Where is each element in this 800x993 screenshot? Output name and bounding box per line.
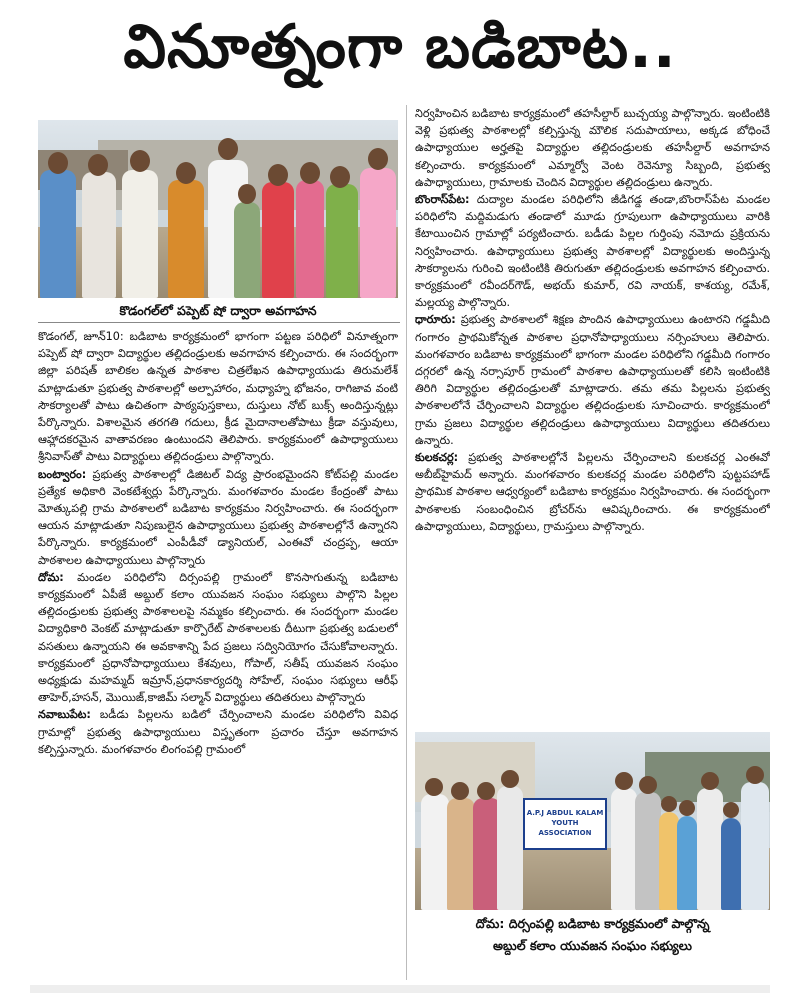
photo-puppet-show (38, 120, 398, 298)
article-doma: మండల పరిధిలోని దిర్సంపల్లి గ్రామంలో కొనసాగుతున్న బడిబాట కార్యక్రమంలో ఏపీజే అబ్దుల్ కలాం యువజన సంఘం సభ్యులు పాల్గొని పిల్లల తల్లిదండ్రులకు ప్రభుత్వ పాఠశాలలపై నమ్మకం కల్పించారు. ఈ సందర్భంగా మండల విద్యాధికారి వెంకట్ మాట్లాడుతూ కార్పొరేట్ పాఠశాలలకు దీటుగా ప్రభుత్వ బడులలో వసతులు ఉన్నాయని ఈ అవకాశాన్ని పేద ప్రజలు సద్వినియోగం చేసుకోవాలన్నారు. కార్యక్రమంలో ప్రధానోపాధ్యాయులు కేశవులు, గోపాల్, సతీష్ యువజన సంఘం అధ్యక్షుడు మహమ్మద్ ఇమ్రాన్,ప్రధానకార్యదర్శి సోహేల్, సంఘం సభ్యులు ఆరీఫ్ తాహెర్,హసన్, మొయిజ్,కాజిమ్ సల్మాన్ విద్యార్థులు తదితరులు పాల్గొన్నారు (38, 570, 398, 705)
dateline-nawabpet: నవాబుపేట: (38, 708, 91, 722)
dateline-bantwaram: బంట్వారం: (38, 467, 87, 481)
article-bomraspet: దుద్యాల మండల పరిధిలోని జీడిగడ్డ తండా,బొంరాస్‌పేట మండల పరిధిలోని మద్దిమడుగు తండాలో మూడు గ్రూపులుగా ఉపాధ్యాయులు వారికి కేటాయించిన గ్రామాల్లో పర్యటించారు. బడీడు పిల్లల గుర్తింపు నమోదు ప్రక్రియను నిర్వహించారు. ఉపాధ్యాయులు ప్రభుత్వ పాఠశాలల్లో విద్యార్థులకు అందిస్తున్న సౌకర్యాలను గురించి ఇంటింటికి తిరుగుతూ తల్లిదండ్రులకు అవగాహన కల్పించారు. కార్యక్రమంలో రవీందర్‌గౌడ్, అభయ్ కుమార్, రవి నాయక్, కాశయ్య, రమేశ్, మల్లయ్య పాల్గొన్నారు. (415, 193, 770, 310)
dateline-doma: దోమ: (38, 570, 64, 584)
article-dharur: ప్రభుత్వ పాఠశాలలో శిక్షణ పొందిన ఉపాధ్యాయులు ఉంటారని గడ్డమీది గంగారం ప్రాథమికోన్నత పాఠశాల ప్రధానోపాధ్యాయులు నర్సింహులు తెలిపారు. మంగళవారం బడిబాట కార్యక్రమంలో భాగంగా మండల పరిధిలోని గడ్డమీది గంగారం దగ్గరలో ఉన్న నర్సాపూర్ గ్రామంలో పాఠశాల ఉపాధ్యాయులతో కలిసి ఇంటింటికి తిరిగి విద్యార్థుల తల్లిదండ్రులతో మాట్లాడారు. తమ తమ పిల్లలను ప్రభుత్వ పాఠశాలలోనే చేర్పించాలని విద్యార్థుల తల్లిదండ్రులకు సూచించారు. కార్యక్రమంలో గ్రామ ప్రజలు విద్యార్థుల తల్లిదండ్రులు ఉపాధ్యాయులు విద్యార్థులు తదితరులు ఉన్నారు. (415, 313, 770, 447)
photo-youth-association (415, 732, 770, 910)
headline: వినూత్నంగా బడిబాట.. (123, 12, 677, 82)
article-kulkacharla: ప్రభుత్వ పాఠశాలల్లోనే పిల్లలను చేర్పించాలని కులకచర్ల ఎంఈవో అబీబ్‌హైమద్ అన్నారు. మంగళవారం కులకచర్ల మండల పరిధిలోని పుట్టపహాడ్ ప్రాథమిక పాఠశాల ఆధ్వర్యంలో బడిబాట కార్యక్రమం నిర్వహించారు. ఈ సందర్భంగా పాఠశాలకు సంబంధించిన బ్రోచర్‌ను ఆవిష్కరించారు. ఈ కార్యక్రమంలో ఉపాధ్యాయులు, విద్యార్థులు, గ్రామస్తులు పాల్గొన్నారు. (415, 451, 770, 533)
right-column (415, 105, 770, 725)
youth-association-banner: A.P.J ABDUL KALAM YOUTH ASSOCIATION (523, 798, 607, 850)
photo-bottom-caption-line1: దోమ: దిర్సంపల్లి బడిబాట కార్యక్రమంలో పాల్గొన్న (475, 916, 710, 931)
article-bantwaram: ప్రభుత్వ పాఠశాలల్లో డిజిటల్ విద్య ప్రారంభమైందని కోట్‌పల్లి మండల ప్రత్యేక అధికారి వెంకటేశ్వర్లు పేర్కొన్నారు. మంగళవారం మండల కేంద్రంతో పాటు మోత్కుపల్లి గ్రామ పాఠశాలలో బడిబాట కార్యక్రమం నిర్వహించారు. ఈ సందర్భంగా ఆయన మాట్లాడుతూ నిపుణులైన ఉపాధ్యాయులు ప్రభుత్వ పాఠశాలల్లోనే ఉన్నారని పేర్కొన్నారు. కార్యక్రమంలో ఎంపీడీవో డ్యానియల్, ఎంఈవో చంద్రప్ప, ఆయా పాఠశాలల ఉపాధ్యాయులు పాల్గొన్నారు (38, 467, 398, 567)
article-kodangal: కొడంగల్, జూన్10: బడిబాట కార్యక్రమంలో భాగంగా పట్టణ పరిధిలో వినూత్నంగా పప్పెట్ షో ద్వారా విద్యార్థుల తల్లిదండ్రులకు అవగాహన కల్పించారు. ఈ సందర్భంగా జిల్లా పరిషత్ బాలికల ఉన్నత పాఠశాల చిత్రలేఖన ఉపాధ్యాయుడు తిరుమలేశ్ మాట్లాడుతూ ప్రభుత్వ పాఠశాలల్లో అల్పాహారం, మధ్యాహ్న భోజనం, రాగిజావ వంటి సౌకర్యాలతో పాటు ఉచితంగా పాఠ్యపుస్తకాలు, దుస్తులు నోట్ బుక్స్ అందిస్తున్నట్లు పేర్కొన్నారు. విశాలమైన తరగతి గదులు, క్రీడ మైదానాలతోపాటు క్రీడా వస్తువులు, ఆహ్లాదకరమైన వాతావరణం ఉంటుందని తెలిపారు. కార్యక్రమంలో ఉపాధ్యాయులు శ్రీనివాస్‌తో పాటు విద్యార్థులు తల్లిదండ్రులు పాల్గొన్నారు. (38, 330, 398, 464)
left-column (38, 328, 398, 980)
article-nawabpet: బడీడు పిల్లలను బడిలో చేర్పించాలని మండల పరిధిలోని వివిధ గ్రామాల్లో ప్రభుత్వ ఉపాధ్యాయులు విస్తృతంగా ప్రచారం చేస్తూ అవగాహన కల్పిస్తున్నారు. మంగళవారం లింగంపల్లి గ్రామంలో (38, 708, 398, 756)
photo-top-caption: కొడంగల్‌లో పప్పెట్ షో ద్వారా అవగాహన (119, 303, 317, 318)
photo-bottom-caption-line2: అబ్దుల్ కలాం యువజన సంఘం సభ్యులు (493, 938, 692, 953)
page-bottom-edge (30, 985, 770, 993)
article-lingampalli: నిర్వహించిన బడిబాట కార్యక్రమంలో తహసీల్దార్ బుచ్చయ్య పాల్గొన్నారు. ఇంటింటికి వెళ్లి ప్రభుత్వ పాఠశాలల్లో కల్పిస్తున్న మౌలిక సదుపాయాలు, అక్కడ బోధించే ఉపాధ్యాయుల అర్హతపై విద్యార్థుల తల్లిదండ్రులకు తహసీల్దార్ అవగాహన కల్పించారు. కార్యక్రమంలో ఎమ్మార్వో వెంట రెవెన్యూ సిబ్బంది, ప్రభుత్వ ఉపాధ్యాయులు, గ్రామాలకు చెందిన విద్యార్థుల తల్లిదండ్రులు ఉన్నారు. (415, 107, 770, 189)
dateline-dharur: ధారూరు: (415, 313, 456, 327)
dateline-kulkacharla: కులకచర్ల: (415, 451, 459, 465)
dateline-bomraspet: బొంరాస్‌పేట: (415, 193, 470, 207)
